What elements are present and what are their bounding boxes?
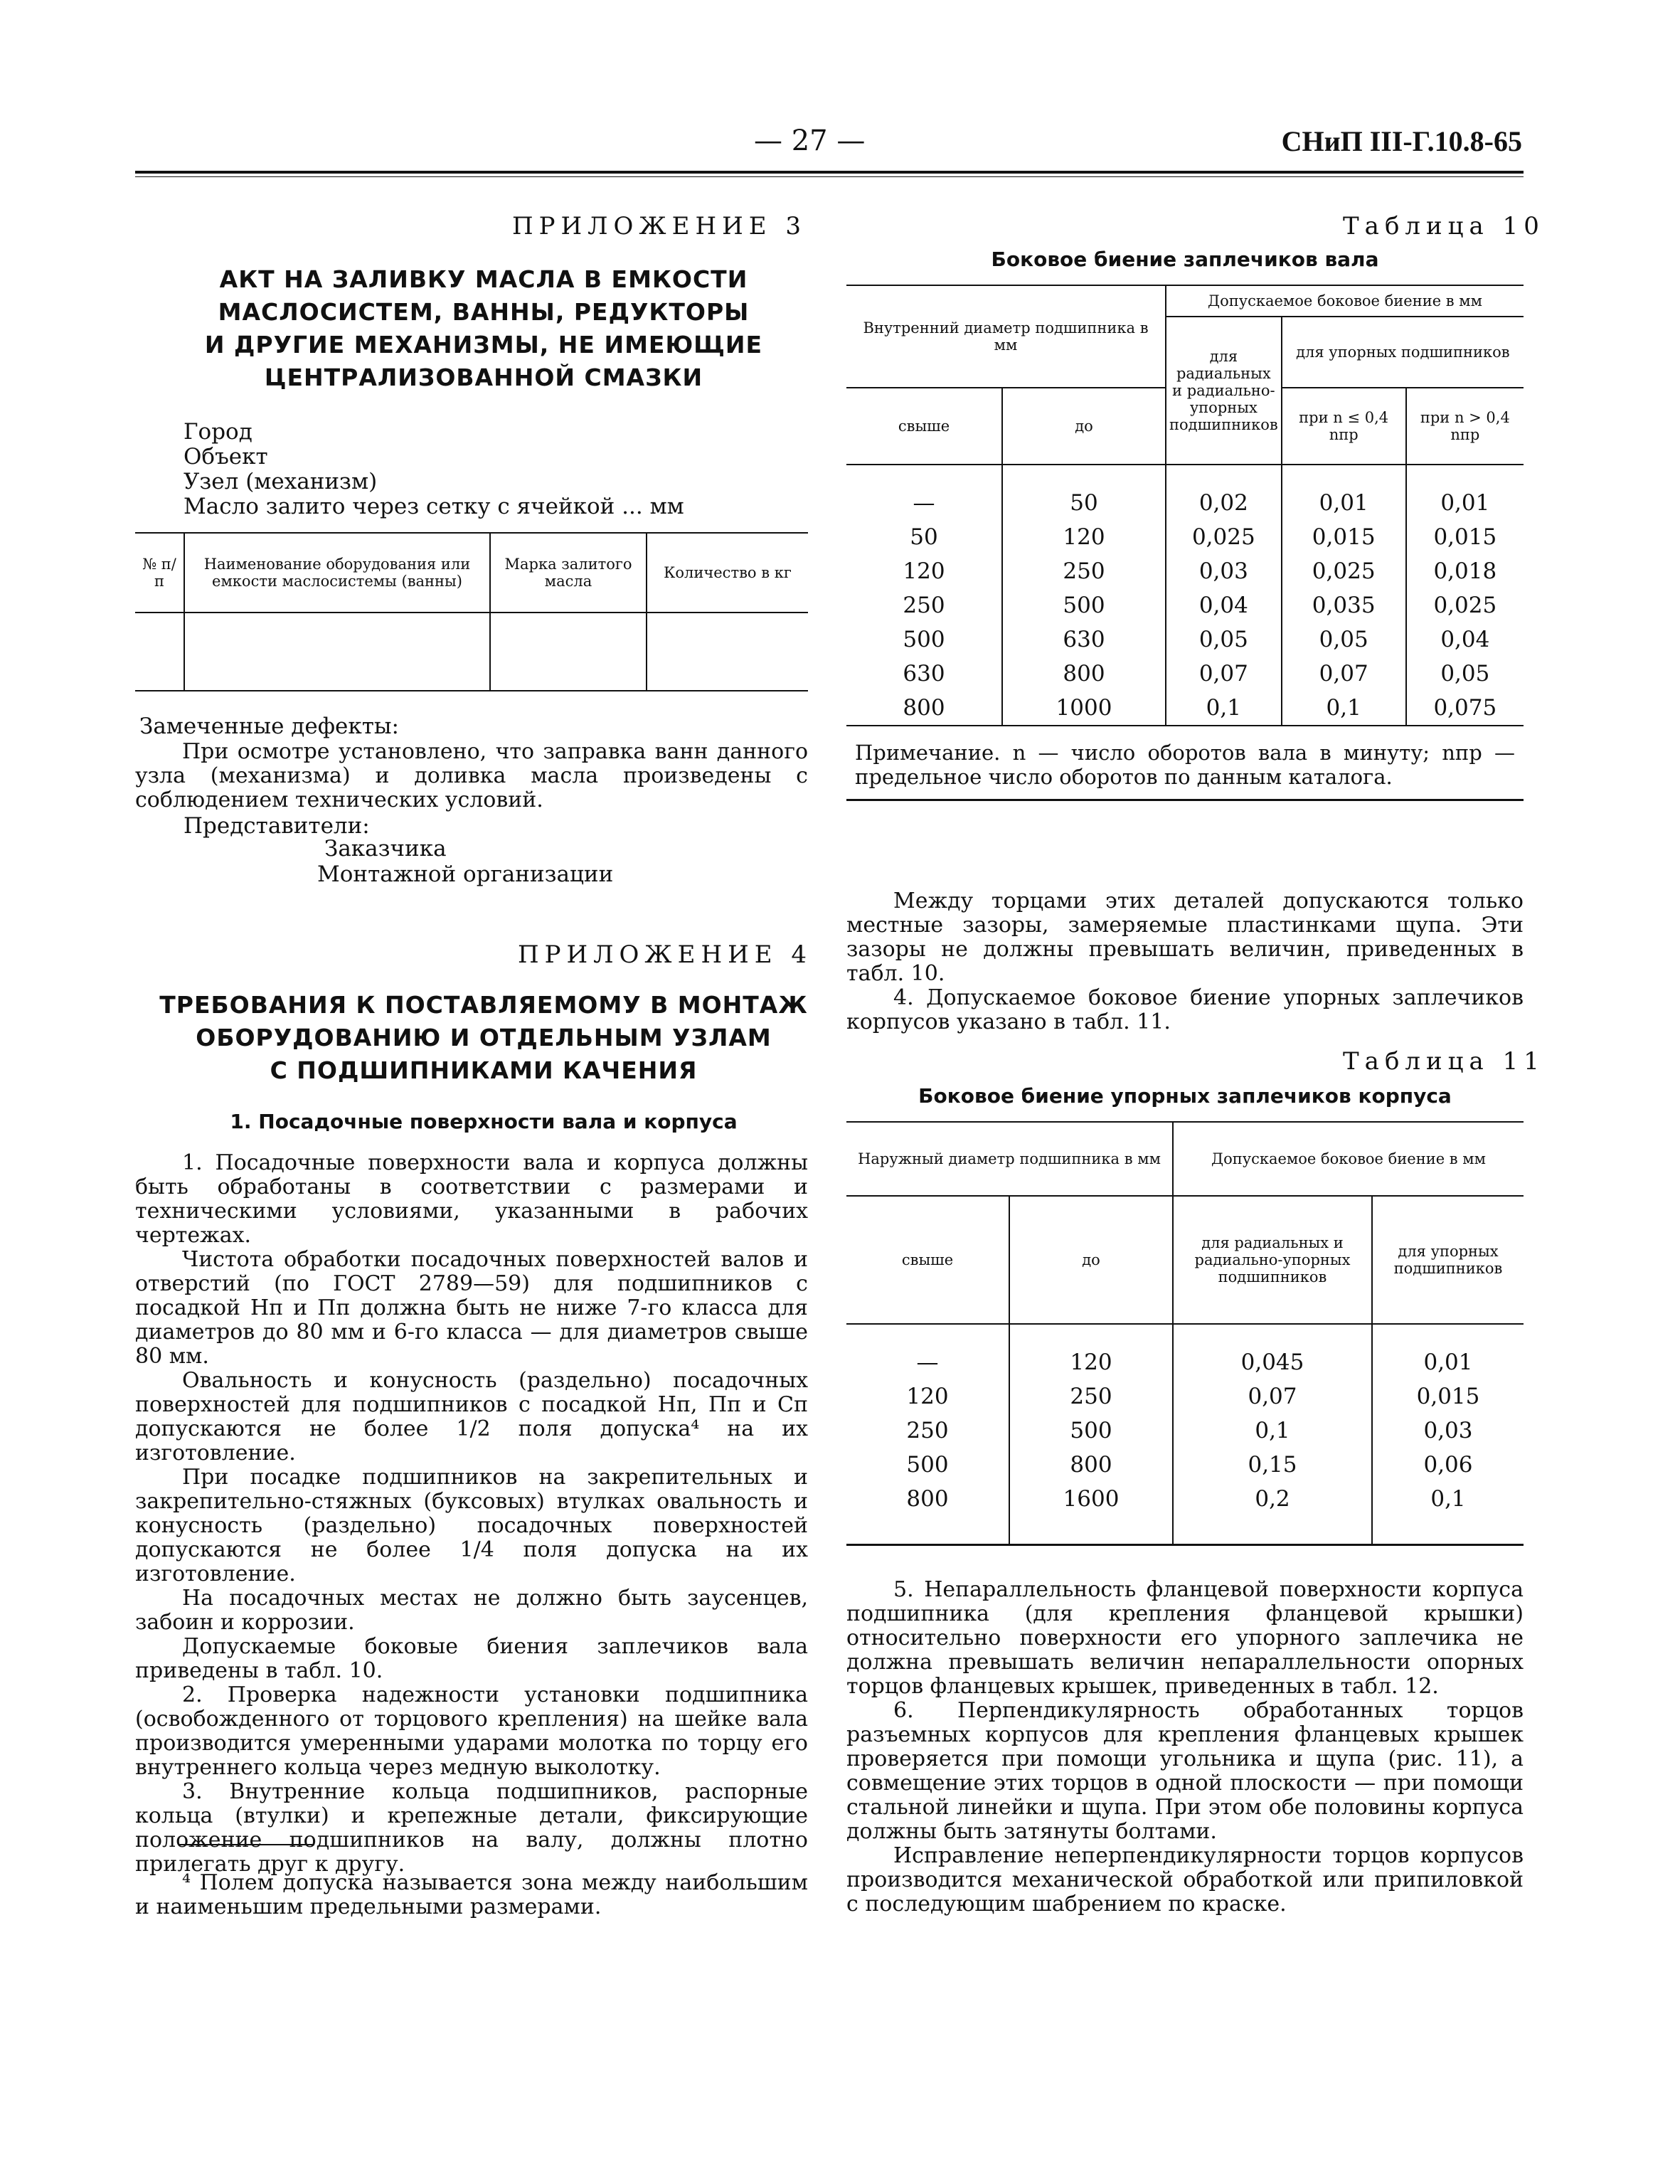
table-10-title: Боковое биение заплечиков вала — [991, 248, 1379, 271]
cell: 0,1 — [1166, 691, 1282, 726]
form-line-object: Объект — [184, 444, 268, 470]
appendix-4-title — [135, 989, 832, 1087]
table-row — [846, 554, 1524, 588]
col-equipment: Наименование оборудования или емкости маслосистемы (ванны) — [184, 533, 490, 613]
paragraph: Между торцами этих деталей допускаются только местные зазоры, замеряемые пластинками щупа. Эти зазоры не должны превышать величин, приведенных в табл. 10. — [846, 889, 1524, 986]
cell: 800 — [846, 1482, 1009, 1516]
table-row — [846, 486, 1524, 520]
header-n-gt: при n > 0,4 nпр — [1406, 388, 1524, 465]
col-quantity: Количество в кг — [647, 533, 808, 613]
customer-label: Заказчика — [324, 836, 447, 862]
header-inner-diameter: Внутренний диаметр подшипника в мм — [846, 285, 1166, 388]
cell: 250 — [846, 1414, 1009, 1448]
cell: — — [846, 1345, 1009, 1379]
page-number: — 27 — — [754, 124, 866, 157]
cell: 250 — [1002, 554, 1166, 588]
col-oil-brand: Марка залитого масла — [490, 533, 647, 613]
section-heading: 1. Посадочные поверхности вала и корпуса — [230, 1110, 738, 1133]
cell: 630 — [1002, 622, 1166, 657]
cell: 1600 — [1009, 1482, 1173, 1516]
cell: 0,035 — [1282, 588, 1406, 622]
header-rule-thin — [135, 176, 1524, 177]
cell: 0,04 — [1406, 622, 1524, 657]
cell: 0,04 — [1166, 588, 1282, 622]
paragraph: Допускаемые боковые биения заплечиков вала приведены в табл. 10. — [135, 1634, 808, 1683]
cell: 800 — [1002, 657, 1166, 691]
paragraph: 5. Непараллельность фланцевой поверхности корпуса подшипника (для крепления фланцевой крышки) относительно поверхности его упорного заплечика не должна превышать величин непараллельности опорных торцов фланцевых крышек, приведенных в табл. 12. — [846, 1577, 1524, 1699]
cell: 120 — [846, 1379, 1009, 1414]
cell: 630 — [846, 657, 1002, 691]
cell: 0,025 — [1166, 520, 1282, 554]
title-line: ОБОРУДОВАНИЮ И ОТДЕЛЬНЫМ УЗЛАМ — [196, 1024, 772, 1051]
act-form-fields — [184, 420, 684, 519]
paragraph: 4. Допускаемое боковое биение упорных заплечиков корпусов указано в табл. 11. — [846, 985, 1524, 1034]
title-line: АКТ НА ЗАЛИВКУ МАСЛА В ЕМКОСТИ — [219, 265, 748, 293]
representatives-label: Представители: — [184, 813, 370, 839]
paragraph: 3. Внутренние кольца подшипников, распорные кольца (втулки) и крепежные детали, фиксирующие положение подшипников на валу, должны плотно прилегать друг к другу. — [135, 1779, 808, 1877]
appendix-4-body — [135, 1151, 808, 1877]
table-10-label: Таблица 10 — [1343, 212, 1545, 240]
table-row — [846, 1379, 1524, 1414]
cell: 800 — [846, 691, 1002, 726]
header-to: до — [1002, 388, 1166, 465]
table-cell — [490, 613, 647, 691]
cell: 0,05 — [1406, 657, 1524, 691]
form-line-mesh: Масло залито через сетку с ячейкой ... мм — [184, 494, 684, 519]
defects-label: Замеченные дефекты: — [139, 714, 399, 739]
table-row — [846, 622, 1524, 657]
cell: — — [846, 486, 1002, 520]
table-11-title: Боковое биение упорных заплечиков корпуса — [918, 1084, 1452, 1108]
cell: 0,018 — [1406, 554, 1524, 588]
cell: 0,2 — [1173, 1482, 1372, 1516]
cell: 0,06 — [1372, 1448, 1524, 1482]
cell: 1000 — [1002, 691, 1166, 726]
paragraph: На посадочных местах не должно быть заусенцев, забоин и коррозии. — [135, 1586, 808, 1635]
cell: 0,02 — [1166, 486, 1282, 520]
cell: 120 — [846, 554, 1002, 588]
document-code: СНиП III-Г.10.8-65 — [1281, 125, 1522, 157]
cell: 0,025 — [1282, 554, 1406, 588]
right-column-text-2 — [846, 1578, 1524, 1917]
header-radial: для радиальных и радиально-упорных подшипников — [1166, 317, 1282, 465]
cell: 500 — [1002, 588, 1166, 622]
cell: 0,05 — [1282, 622, 1406, 657]
cell: 0,15 — [1173, 1448, 1372, 1482]
cell: 250 — [846, 588, 1002, 622]
table-row — [846, 1414, 1524, 1448]
header-to: до — [1009, 1196, 1173, 1324]
cell: 0,01 — [1372, 1345, 1524, 1379]
footnote — [135, 1871, 808, 1919]
title-line: ТРЕБОВАНИЯ К ПОСТАВЛЯЕМОМУ В МОНТАЖ — [159, 991, 808, 1019]
cell: 0,07 — [1282, 657, 1406, 691]
inspection-text — [135, 740, 808, 812]
cell: 0,015 — [1372, 1379, 1524, 1414]
cell: 120 — [1002, 520, 1166, 554]
table-10 — [846, 285, 1524, 801]
cell: 500 — [1009, 1414, 1173, 1448]
title-line: С ПОДШИПНИКАМИ КАЧЕНИЯ — [270, 1056, 698, 1084]
appendix-3-label: ПРИЛОЖЕНИЕ 3 — [512, 212, 807, 240]
paragraph: При посадке подшипников на закрепительных и закрепительно-стяжных (буксовых) втулках овальность и конусность (раздельно) посадочных поверхностей допускаются не более 1/4 поля допуска на их изготовление. — [135, 1465, 808, 1586]
right-column-text-1 — [846, 889, 1524, 1034]
table-row — [846, 691, 1524, 726]
cell: 50 — [846, 520, 1002, 554]
paragraph: Овальность и конусность (раздельно) посадочных поверхностей для подшипников с посадкой Нп, Пп и Сп допускаются не более 1/2 поля допуска⁴ на их изготовление. — [135, 1368, 808, 1465]
cell: 250 — [1009, 1379, 1173, 1414]
footnote-rule — [179, 1844, 314, 1845]
cell: 0,03 — [1166, 554, 1282, 588]
cell: 0,1 — [1282, 691, 1406, 726]
title-line: ЦЕНТРАЛИЗОВАННОЙ СМАЗКИ — [264, 364, 703, 391]
header-rule — [135, 171, 1524, 174]
installer-label: Монтажной организации — [317, 862, 614, 887]
cell: 0,025 — [1406, 588, 1524, 622]
cell: 500 — [846, 1448, 1009, 1482]
table-row — [846, 1345, 1524, 1379]
cell: 0,045 — [1173, 1345, 1372, 1379]
table-row — [846, 520, 1524, 554]
appendix-4-label: ПРИЛОЖЕНИЕ 4 — [518, 940, 813, 969]
table-row — [846, 1448, 1524, 1482]
cell: 800 — [1009, 1448, 1173, 1482]
cell: 0,01 — [1282, 486, 1406, 520]
table-11-label: Таблица 11 — [1343, 1047, 1545, 1076]
header-over: свыше — [846, 1196, 1009, 1324]
cell: 120 — [1009, 1345, 1173, 1379]
cell: 0,03 — [1372, 1414, 1524, 1448]
form-line-city: Город — [184, 419, 252, 445]
header-allowed-runout: Допускаемое боковое биение в мм — [1166, 285, 1524, 317]
paragraph: 6. Перпендикулярность обработанных торцов разъемных корпусов для крепления фланцевых крышек проверяется при помощи угольника и щупа (рис. 11), а совмещение этих торцов в одной плоскости — при помощи стальной линейки и щупа. При этом обе половины корпуса должны быть затянуты болтами. — [846, 1698, 1524, 1844]
act-table-header — [135, 533, 808, 613]
table-10-note: Примечание. n — число оборотов вала в минуту; nпр — предельное число оборотов по данным каталога. — [846, 726, 1524, 800]
header-thrust: для упорных подшипников — [1372, 1196, 1524, 1324]
title-line: МАСЛОСИСТЕМ, ВАННЫ, РЕДУКТОРЫ — [218, 298, 750, 326]
footnote-text: ⁴ Полем допуска называется зона между наибольшим и наименьшим предельными размерами. — [135, 1870, 808, 1919]
paragraph: Чистота обработки посадочных поверхностей валов и отверстий (по ГОСТ 2789—59) для подшипников с посадкой Нп и Пп должна быть не ниже 7-го класса для диаметров до 80 мм и 6-го класса — для диаметров свыше 80 мм. — [135, 1247, 808, 1369]
title-line: И ДРУГИЕ МЕХАНИЗМЫ, НЕ ИМЕЮЩИЕ — [204, 331, 763, 359]
header-outer-diameter: Наружный диаметр подшипника в мм — [846, 1122, 1173, 1196]
table-cell — [135, 613, 184, 691]
act-table — [135, 532, 808, 691]
paragraph: Исправление неперпендикулярности торцов корпусов производится механической обработкой или припиловкой с последующим шабрением по краске. — [846, 1843, 1524, 1917]
cell: 0,07 — [1173, 1379, 1372, 1414]
cell: 0,015 — [1282, 520, 1406, 554]
table-row — [846, 657, 1524, 691]
header-allowed-runout: Допускаемое боковое биение в мм — [1173, 1122, 1524, 1196]
paragraph: При осмотре установлено, что заправка ванн данного узла (механизма) и доливка масла произведены с соблюдением технических условий. — [135, 739, 808, 812]
header-over: свыше — [846, 388, 1002, 465]
col-number: № п/п — [135, 533, 184, 613]
table-row — [846, 1482, 1524, 1516]
cell: 0,1 — [1372, 1482, 1524, 1516]
act-table-empty-row — [135, 613, 808, 691]
header-radial: для радиальных и радиально-упорных подшипников — [1173, 1196, 1372, 1324]
header-n-le: при n ≤ 0,4 nпр — [1282, 388, 1406, 465]
header-thrust: для упорных подшипников — [1282, 317, 1524, 388]
table-cell — [647, 613, 808, 691]
cell: 0,015 — [1406, 520, 1524, 554]
table-row — [846, 588, 1524, 622]
cell: 0,1 — [1173, 1414, 1372, 1448]
cell: 0,075 — [1406, 691, 1524, 726]
appendix-3-title — [135, 263, 832, 394]
cell: 0,01 — [1406, 486, 1524, 520]
form-line-unit: Узел (механизм) — [184, 469, 378, 494]
table-cell — [184, 613, 490, 691]
paragraph: 1. Посадочные поверхности вала и корпуса должны быть обработаны в соответствии с размерами и техническими условиями, указанными в рабочих чертежах. — [135, 1150, 808, 1248]
cell: 0,07 — [1166, 657, 1282, 691]
paragraph: 2. Проверка надежности установки подшипника (освобожденного от торцового крепления) на шейке вала производится умеренными ударами молотка по торцу его внутреннего кольца через медную выколотку. — [135, 1682, 808, 1780]
cell: 0,05 — [1166, 622, 1282, 657]
cell: 50 — [1002, 486, 1166, 520]
table-11 — [846, 1121, 1524, 1546]
cell: 500 — [846, 622, 1002, 657]
